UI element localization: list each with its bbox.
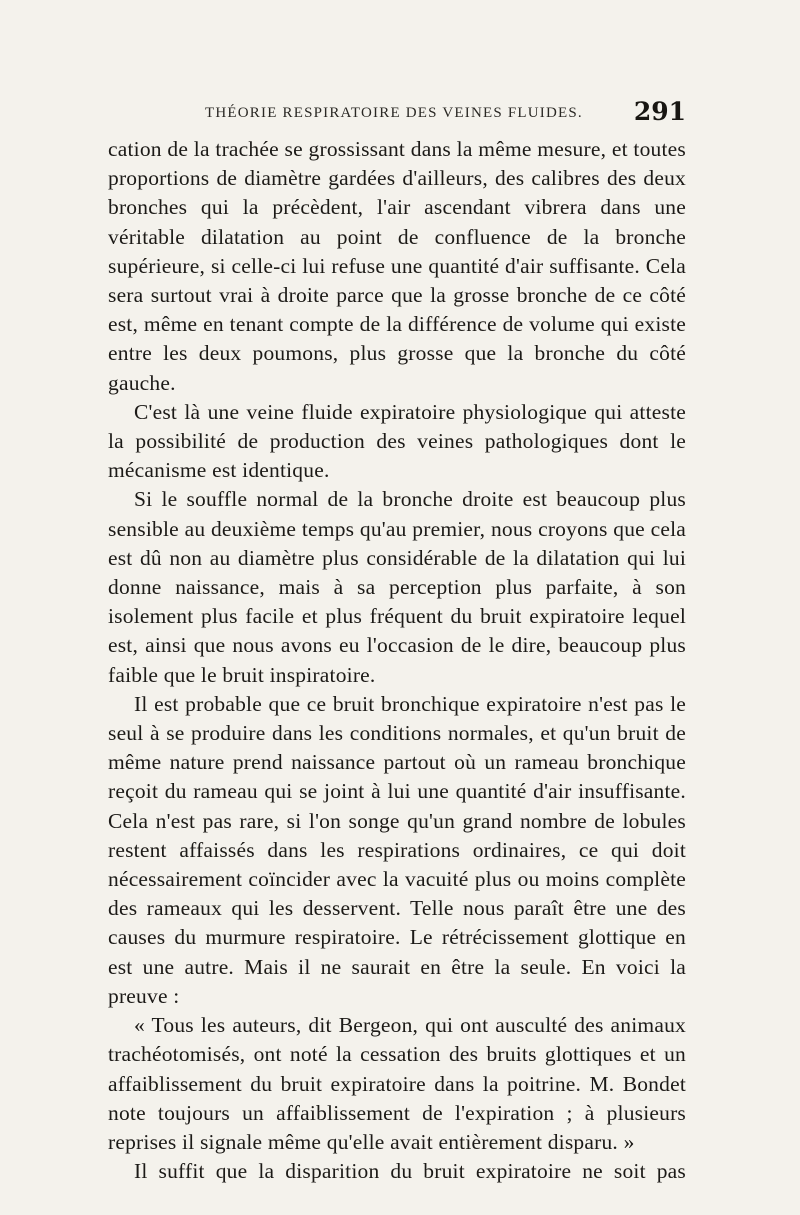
paragraph-quotation-bergeon: « Tous les auteurs, dit Bergeon, qui ont ausculté des animaux trachéotomisés, ont noté la cessation des bruits glottiques et un affaiblissement du bruit expiratoire dans la poitrine. M. Bondet note toujours un affaiblissement de l'expiration ; à plusieurs reprises il signale même qu'elle avait entièrement disparu. »	[108, 1013, 686, 1154]
page-number: 291	[633, 97, 686, 126]
paragraph-bruit-bronchique: Il est probable que ce bruit bronchique expiratoire n'est pas le seul à se produire dans les conditions normales, et qu'un bruit de même nature prend naissance partout où un rameau bronchique reçoit du rameau qui se joint à lui une quantité d'air insuffisante. Cela n'est pas rare, si l'on songe qu'un grand nombre de lobules restent affaissés dans les respirations ordinaires, ce qui doit nécessairement coïncider avec la vacuité plus ou moins complète des rameaux qui les desservent. Telle nous paraît être une des causes du murmure respiratoire. Le rétrécissement glottique en est une autre. Mais il ne saurait en être la seule. En voici la preuve :	[108, 691, 686, 1008]
paragraph-souffle-normal: Si le souffle normal de la bronche droite est beaucoup plus sensible au deuxième temps qu'au premier, nous croyons que cela est dû non au diamètre plus considérable de la dilatation qui lui donne naissance, mais à sa perception plus parfaite, à son isolement plus facile et plus fréquent du bruit expiratoire lequel est, ainsi que nous avons eu l'occasion de le dire, beaucoup plus faible que le bruit inspiratoire.	[108, 487, 686, 687]
paragraph-final-line: Il suffit que la disparition du bruit expiratoire ne soit pas	[134, 1159, 686, 1184]
running-title: THÉORIE RESPIRATOIRE DES VEINES FLUIDES.	[205, 105, 583, 121]
body-text	[108, 135, 686, 1186]
paragraph-continuation: cation de la trachée se grossissant dans la même mesure, et toutes proportions de diamètre gardées d'ailleurs, des calibres des deux bronches qui la précèdent, l'air ascendant vibrera dans une véritable dilatation au point de confluence de la bronche supérieure, si celle-ci lui refuse une quantité d'air suffisante. Cela sera surtout vrai à droite parce que la grosse bronche de ce côté est, même en tenant compte de la différence de volume qui existe entre les deux poumons, plus grosse que la bronche du côté gauche.	[108, 137, 686, 395]
paragraph-veine-fluide: C'est là une veine fluide expiratoire physiologique qui atteste la possibilité de production des veines pathologiques dont le mécanisme est identique.	[108, 399, 686, 483]
page-header	[108, 93, 686, 133]
